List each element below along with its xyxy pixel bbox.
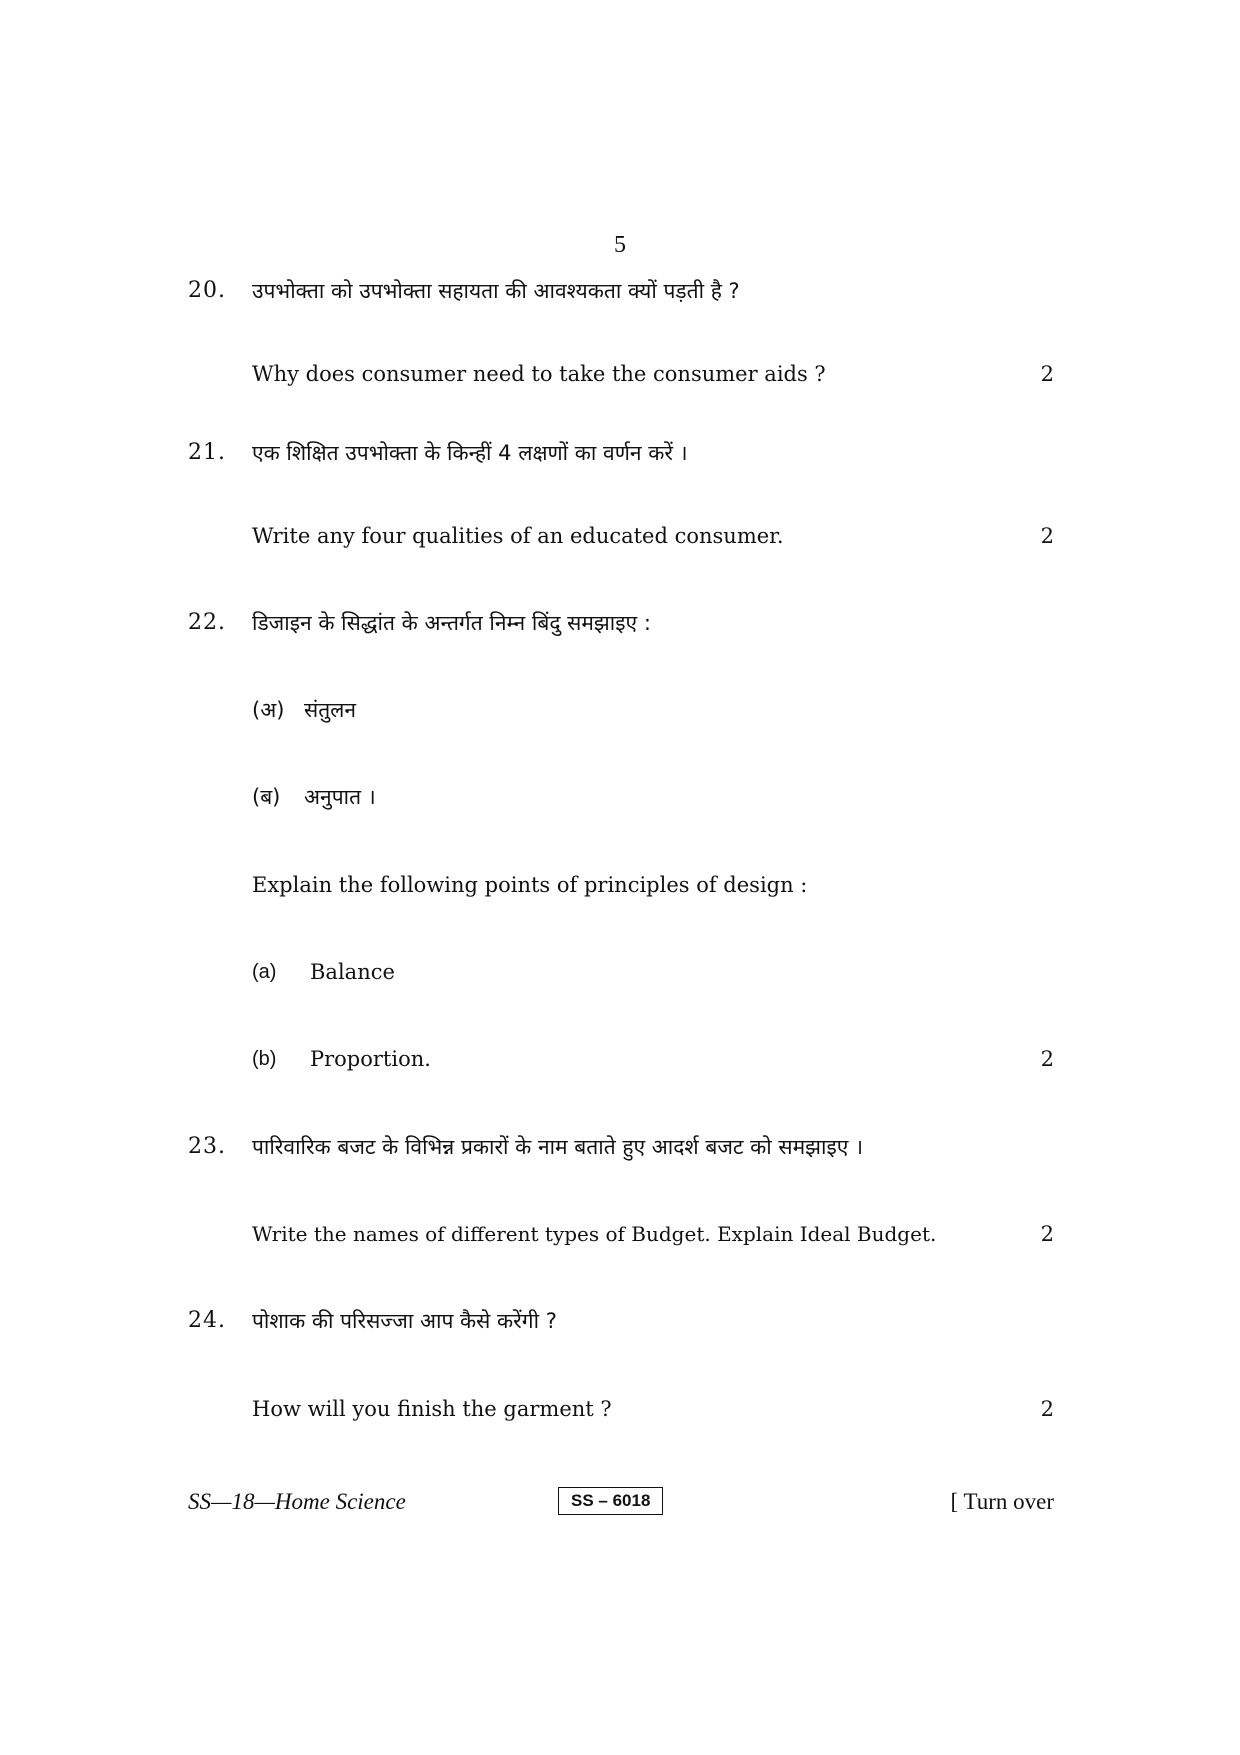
question-23-english	[188, 1217, 1054, 1251]
question-marks: 2	[1040, 362, 1054, 386]
question-22-option-b-hindi	[188, 780, 1054, 814]
question-22-hindi	[188, 606, 1054, 640]
option-text: Proportion.	[310, 1047, 431, 1071]
question-text-hindi: उपभोक्ता को उपभोक्ता सहायता की आवश्यकता क्यों पड़ती है ?	[252, 279, 740, 303]
question-21-english	[188, 519, 1054, 553]
option-text: संतुलन	[304, 698, 357, 722]
page-number: 5	[614, 232, 626, 258]
footer-subject: SS—18—Home Science	[188, 1489, 406, 1514]
question-text-hindi: पोशाक की परिसज्जा आप कैसे करेंगी ?	[252, 1309, 557, 1333]
turn-over-label: [ Turn over	[950, 1489, 1054, 1514]
question-text-english: Write any four qualities of an educated consumer.	[252, 524, 784, 548]
question-text-english: Why does consumer need to take the consumer aids ?	[252, 362, 826, 386]
question-marks: 2	[1040, 524, 1054, 548]
option-label: (ब)	[252, 785, 281, 809]
question-20-hindi	[188, 274, 1054, 308]
question-number: 21.	[188, 440, 226, 465]
question-22-option-a-hindi	[188, 693, 1054, 727]
question-number: 23.	[188, 1134, 226, 1159]
option-label: (a)	[252, 961, 277, 983]
question-number: 24.	[188, 1308, 226, 1333]
question-23-hindi	[188, 1130, 1054, 1164]
option-label: (b)	[252, 1048, 277, 1070]
option-text: अनुपात ।	[304, 785, 376, 809]
question-22-option-b-english	[188, 1042, 1054, 1076]
question-24-hindi	[188, 1304, 1054, 1338]
question-22-english	[188, 868, 1054, 902]
question-text-hindi: पारिवारिक बजट के विभिन्न प्रकारों के नाम बताते हुए आदर्श बजट को समझाइए ।	[252, 1135, 864, 1159]
question-number: 20.	[188, 278, 226, 303]
page-footer	[188, 1484, 1054, 1520]
question-text-english: Write the names of different types of Budget. Explain Ideal Budget.	[252, 1222, 937, 1246]
question-text-english: Explain the following points of principles of design :	[252, 873, 808, 897]
question-text-english: How will you finish the garment ?	[252, 1397, 612, 1421]
question-marks: 2	[1040, 1397, 1054, 1421]
question-22-option-a-english	[188, 955, 1054, 989]
question-number: 22.	[188, 610, 226, 635]
question-20-english	[188, 357, 1054, 391]
question-text-hindi: डिजाइन के सिद्धांत के अन्तर्गत निम्न बिंदु समझाइए :	[252, 611, 651, 635]
option-label: (अ)	[252, 698, 285, 722]
option-text: Balance	[310, 960, 395, 984]
paper-code-box: SS – 6018	[558, 1487, 663, 1515]
question-24-english	[188, 1392, 1054, 1426]
question-marks: 2	[1040, 1047, 1054, 1071]
question-marks: 2	[1040, 1222, 1054, 1246]
question-text-hindi: एक शिक्षित उपभोक्ता के किन्हीं 4 लक्षणों का वर्णन करें ।	[252, 441, 688, 465]
question-21-hindi	[188, 436, 1054, 470]
